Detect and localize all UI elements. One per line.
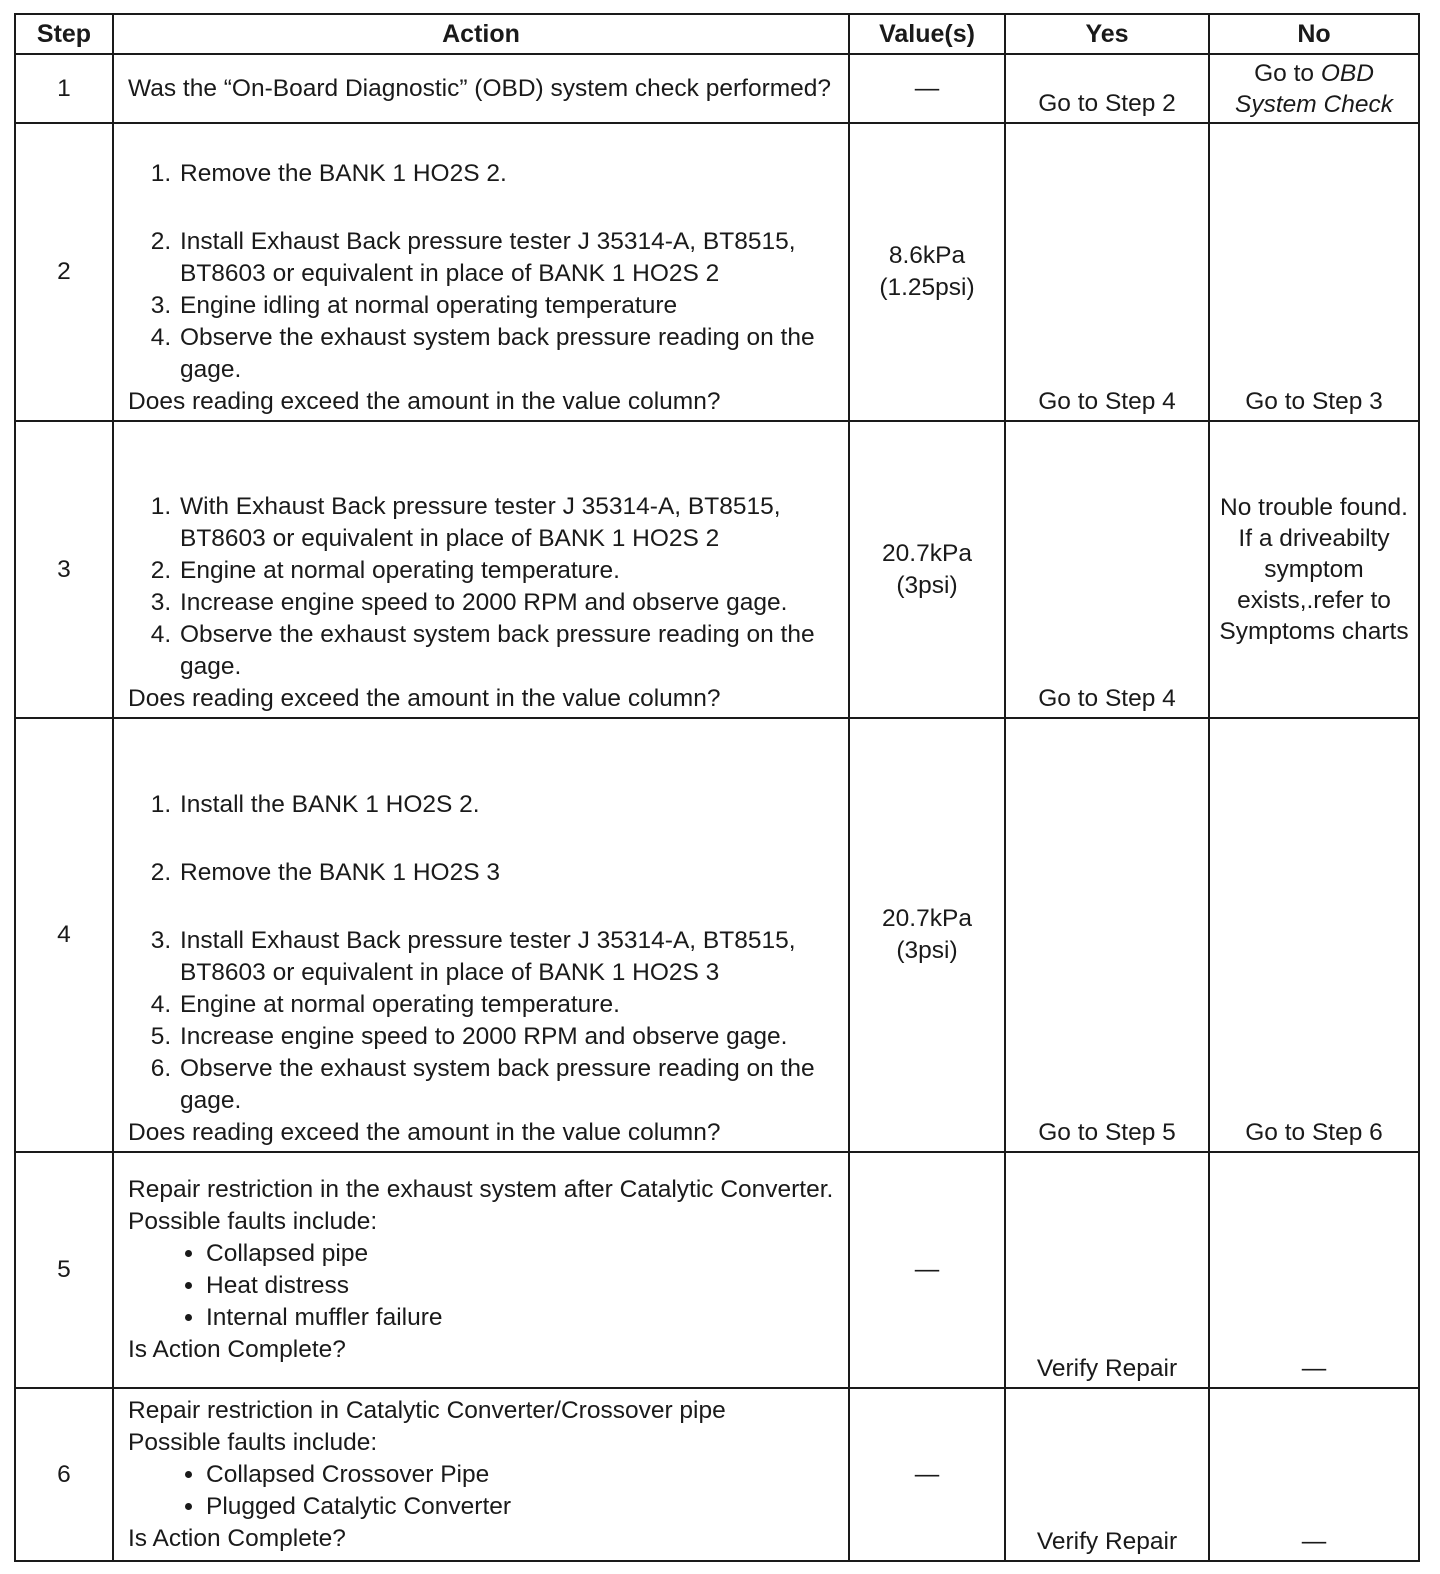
- action-step-item: 3. Engine idling at normal operating temperature: [178, 290, 840, 322]
- no-cell: No trouble found. If a driveabilty symptom exists,.refer to Symptoms charts: [1209, 421, 1419, 718]
- action-steps: [128, 158, 840, 386]
- header-row: [15, 14, 1419, 54]
- action-question: Does reading exceed the amount in the value column?: [128, 388, 721, 415]
- value-cell: [849, 718, 1005, 1152]
- diagnostic-table: [14, 13, 1420, 1562]
- no-cell: —: [1209, 1152, 1419, 1388]
- table-row-step-3: [15, 421, 1419, 718]
- no-cell: Go to Step 3: [1209, 123, 1419, 421]
- yes-cell: Go to Step 2: [1005, 54, 1209, 123]
- no-cell: Go to Step 6: [1209, 718, 1419, 1152]
- faults-list: [128, 1459, 840, 1523]
- action-cell: [113, 123, 849, 421]
- action-cell: [113, 718, 849, 1152]
- header-no: No: [1209, 14, 1419, 54]
- value-cell: —: [849, 54, 1005, 123]
- action-step-item: 2. Engine at normal operating temperature.: [178, 555, 840, 587]
- list-item: • Heat distress: [206, 1270, 840, 1302]
- step-number: 3: [15, 421, 113, 718]
- yes-cell: Verify Repair: [1005, 1152, 1209, 1388]
- action-question: Is Action Complete?: [128, 1524, 346, 1552]
- action-step-item: 3. Increase engine speed to 2000 RPM and observe gage.: [178, 587, 840, 619]
- action-step-item: 5. Increase engine speed to 2000 RPM and observe gage.: [178, 1021, 840, 1053]
- value-cell: [849, 421, 1005, 718]
- value-psi: (3psi): [896, 937, 958, 964]
- no-prefix: Go to: [1254, 60, 1321, 87]
- no-cell: [1209, 54, 1419, 123]
- list-item: • Plugged Catalytic Converter: [206, 1491, 840, 1523]
- value-psi: (3psi): [896, 571, 958, 599]
- action-step-item: 1. With Exhaust Back pressure tester J 35314-A, BT8515, BT8603 or equivalent in place of BANK 1 HO2S 2: [178, 491, 840, 555]
- action-steps: [128, 491, 840, 683]
- faults-label: Possible faults include:: [128, 1428, 378, 1456]
- action-question: Is Action Complete?: [128, 1336, 346, 1363]
- yes-cell: Verify Repair: [1005, 1388, 1209, 1561]
- yes-cell: Go to Step 5: [1005, 718, 1209, 1152]
- action-step-item: 3. Install Exhaust Back pressure tester J 35314-A, BT8515, BT8603 or equivalent in place of BANK 1 HO2S 3: [178, 925, 840, 989]
- header-value: Value(s): [849, 14, 1005, 54]
- action-question: Does reading exceed the amount in the value column?: [128, 685, 721, 712]
- step-number: 2: [15, 123, 113, 421]
- action-cell: [113, 1152, 849, 1388]
- value-kpa: 20.7kPa: [882, 905, 972, 932]
- action-step-item: 4. Observe the exhaust system back pressure reading on the gage.: [178, 619, 840, 683]
- no-cell: —: [1209, 1388, 1419, 1561]
- table-row-step-6: [15, 1388, 1419, 1561]
- action-step-item: 1. Install the BANK 1 HO2S 2.: [178, 789, 840, 821]
- action-question: Was the “On-Board Diagnostic” (OBD) system check performed?: [113, 54, 849, 123]
- value-psi: (1.25psi): [879, 274, 975, 301]
- table-row-step-4: [15, 718, 1419, 1152]
- step-number: 5: [15, 1152, 113, 1388]
- list-item: • Internal muffler failure: [206, 1302, 840, 1334]
- header-action: Action: [113, 14, 849, 54]
- action-intro: Repair restriction in the exhaust system after Catalytic Converter.: [128, 1176, 834, 1203]
- action-step-item: 4. Engine at normal operating temperature.: [178, 989, 840, 1021]
- list-item: • Collapsed pipe: [206, 1238, 840, 1270]
- action-question: Does reading exceed the amount in the value column?: [128, 1119, 721, 1146]
- action-steps: [128, 789, 840, 1117]
- action-step-item: 2. Remove the BANK 1 HO2S 3: [178, 857, 840, 889]
- action-cell: [113, 1388, 849, 1561]
- table-row-step-5: [15, 1152, 1419, 1388]
- value-kpa: 20.7kPa: [882, 539, 972, 567]
- faults-label: Possible faults include:: [128, 1208, 378, 1235]
- table-row-step-2: [15, 123, 1419, 421]
- table-row-step-1: [15, 54, 1419, 123]
- value-cell: —: [849, 1152, 1005, 1388]
- header-yes: Yes: [1005, 14, 1209, 54]
- value-cell: [849, 123, 1005, 421]
- action-intro: Repair restriction in Catalytic Converter/Crossover pipe: [128, 1396, 726, 1424]
- value-kpa: 8.6kPa: [888, 242, 966, 269]
- yes-cell: Go to Step 4: [1005, 123, 1209, 421]
- action-step-item: 6. Observe the exhaust system back pressure reading on the gage.: [178, 1053, 840, 1117]
- step-number: 1: [15, 54, 113, 123]
- header-step: Step: [15, 14, 113, 54]
- yes-cell: Go to Step 4: [1005, 421, 1209, 718]
- action-step-item: 4. Observe the exhaust system back pressure reading on the gage.: [178, 322, 840, 386]
- faults-list: [128, 1238, 840, 1334]
- action-step-item: 2. Install Exhaust Back pressure tester J 35314-A, BT8515, BT8603 or equivalent in place of BANK 1 HO2S 2: [178, 226, 840, 290]
- step-number: 6: [15, 1388, 113, 1561]
- obd-system-check-link: OBD System Check: [1235, 60, 1393, 118]
- action-step-item: 1. Remove the BANK 1 HO2S 2.: [178, 158, 840, 190]
- action-cell: [113, 421, 849, 718]
- list-item: • Collapsed Crossover Pipe: [206, 1459, 840, 1491]
- step-number: 4: [15, 718, 113, 1152]
- value-cell: —: [849, 1388, 1005, 1561]
